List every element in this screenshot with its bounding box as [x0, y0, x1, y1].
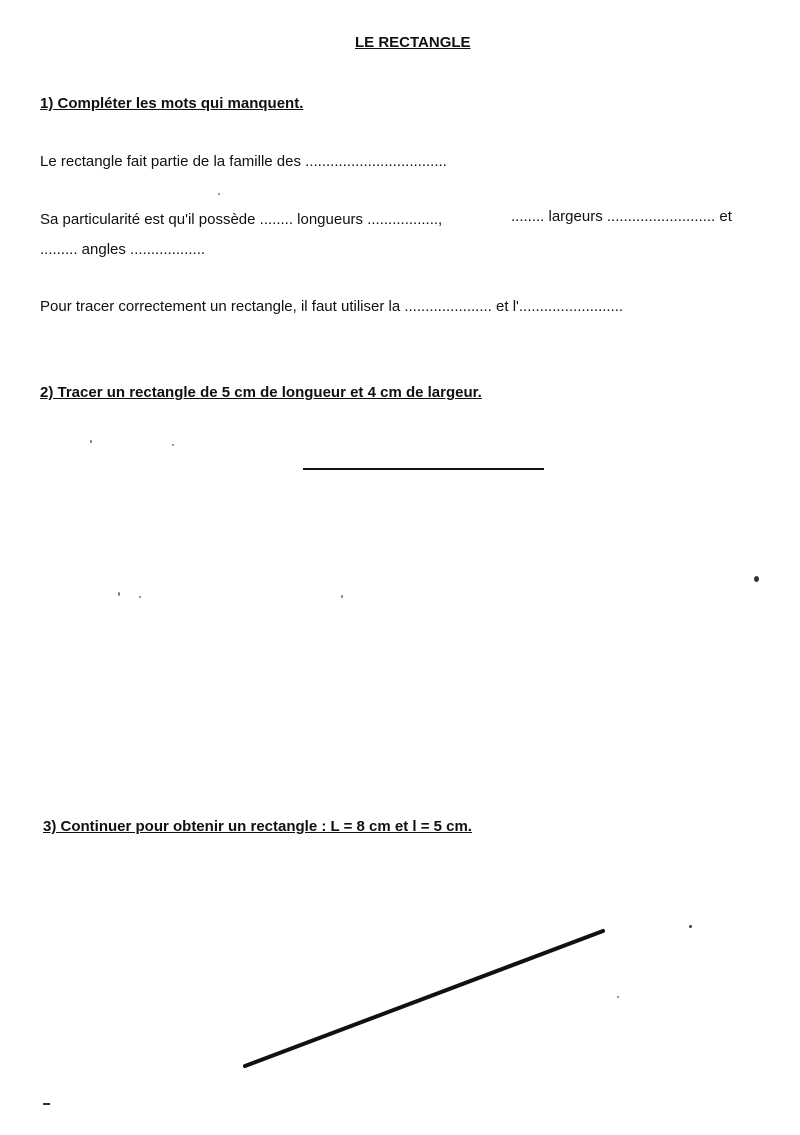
section-1-heading: 1) Compléter les mots qui manquent.	[40, 95, 304, 112]
scan-speck	[689, 925, 692, 928]
fill-in-line-widths: ........ largeurs .......................... et	[511, 208, 732, 225]
scan-speck	[139, 596, 141, 598]
section-3-heading: 3) Continuer pour obtenir un rectangle : L = 8 cm et l = 5 cm.	[43, 818, 472, 835]
scan-speck	[341, 595, 343, 598]
scan-mark	[43, 1103, 50, 1105]
page-title: LE RECTANGLE	[355, 34, 471, 51]
scan-speck	[218, 193, 220, 195]
scan-speck	[118, 592, 120, 596]
scan-speck	[90, 440, 92, 443]
scan-speck	[754, 576, 759, 582]
fill-in-line-tools: Pour tracer correctement un rectangle, il faut utiliser la ..................... et l'.........................	[40, 298, 624, 315]
fill-in-line-lengths: Sa particularité est qu'il possède ........ longueurs .................,	[40, 211, 443, 228]
section-2-heading: 2) Tracer un rectangle de 5 cm de longueur et 4 cm de largeur.	[40, 384, 482, 401]
scan-speck	[172, 444, 174, 446]
scan-speck	[617, 996, 619, 998]
fill-in-line-family: Le rectangle fait partie de la famille des ..................................	[40, 153, 447, 170]
fill-in-line-angles: ......... angles ..................	[40, 241, 206, 258]
